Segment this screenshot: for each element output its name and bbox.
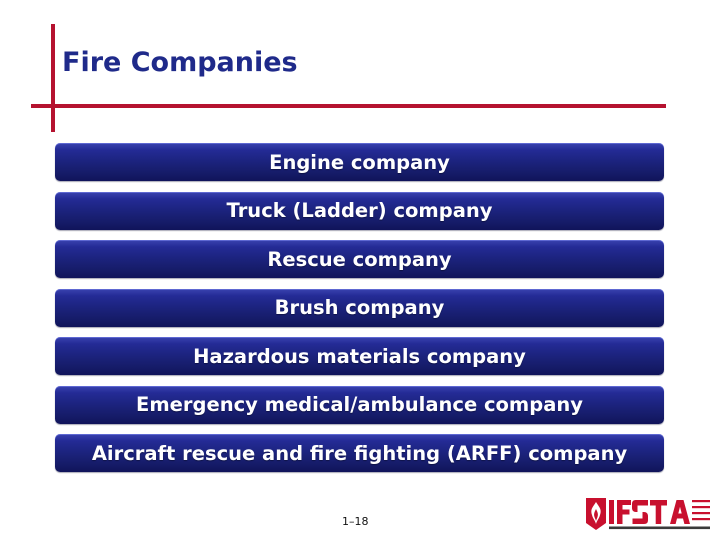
ifsta-logotype	[609, 500, 710, 524]
title-accent-vertical-rule	[51, 24, 55, 132]
company-item-emergency-medical	[55, 386, 664, 424]
logo-tagline	[609, 527, 710, 530]
company-item-hazardous-materials	[55, 337, 664, 375]
company-label: Engine company	[269, 150, 450, 174]
ifsta-logo	[584, 493, 712, 533]
company-label: Rescue company	[267, 247, 452, 271]
company-item-brush	[55, 289, 664, 327]
company-label: Hazardous materials company	[193, 344, 526, 368]
company-item-truck-ladder	[55, 192, 664, 230]
company-label: Brush company	[274, 296, 445, 319]
page-number: 1–18	[342, 515, 369, 528]
company-label: Aircraft rescue and fire fighting (ARFF) company	[91, 441, 628, 465]
company-item-engine	[55, 143, 664, 181]
slide-title: Fire Companies	[62, 47, 298, 78]
company-label: Emergency medical/ambulance company	[136, 393, 583, 416]
company-item-rescue	[55, 240, 664, 278]
company-label: Truck (Ladder) company	[226, 199, 493, 222]
title-accent-horizontal-rule	[31, 104, 666, 108]
company-item-arff	[55, 434, 664, 472]
flame-icon	[586, 498, 606, 530]
company-list	[55, 143, 664, 483]
